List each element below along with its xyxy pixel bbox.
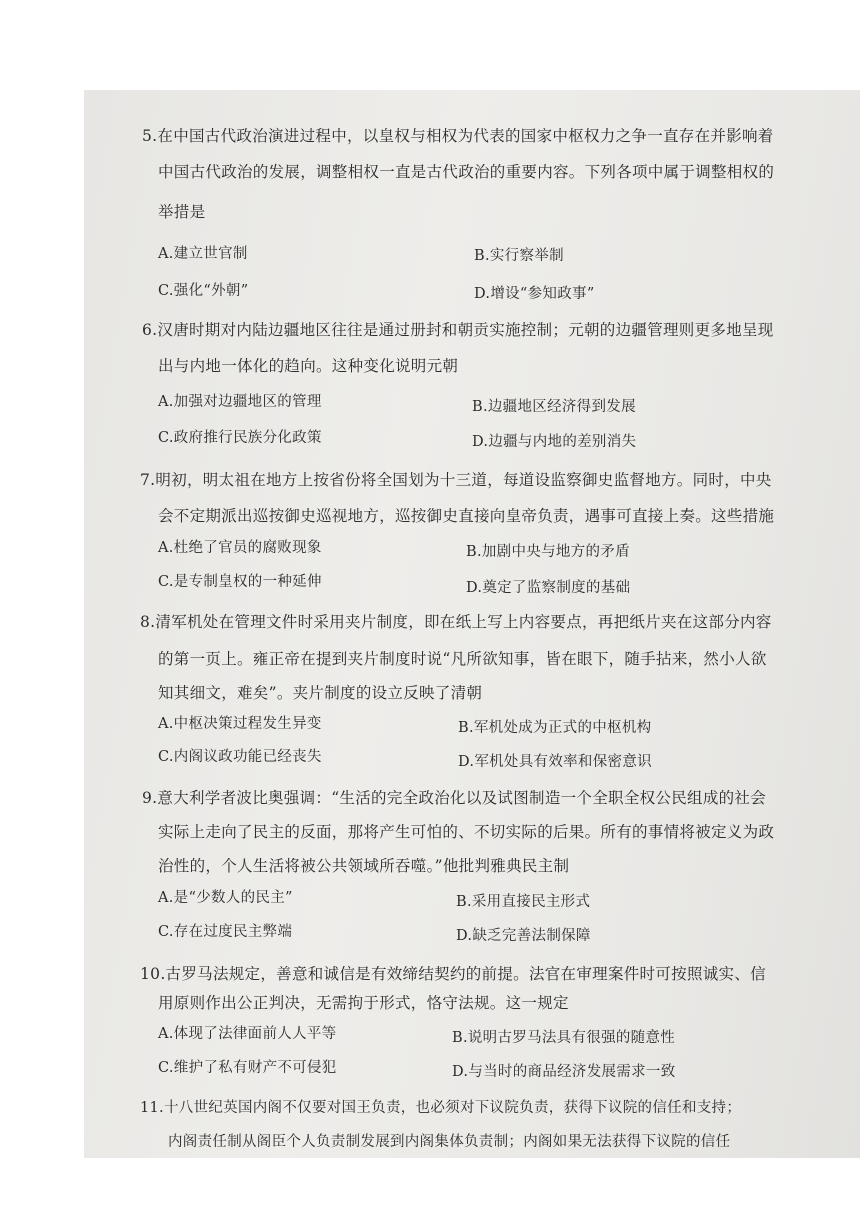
q9-stem-line-3: 治性的，个人生活将被公共领域所吞噬。”他批判雅典民主制 [158, 857, 570, 875]
q5-option-c: C.强化“外朝” [158, 283, 249, 299]
q5-option-b: B.实行察举制 [474, 248, 564, 264]
q7-option-b: B.加剧中央与地方的矛盾 [466, 544, 630, 560]
q10-option-d: D.与当时的商品经济发展需求一致 [452, 1064, 676, 1080]
q10-option-a: A.体现了法律面前人人平等 [158, 1026, 337, 1042]
q9-option-b: B.采用直接民主形式 [456, 894, 591, 910]
q8-option-a: A.中枢决策过程发生异变 [158, 716, 322, 732]
q5-stem-line-2: 中国古代政治的发展，调整相权一直是古代政治的重要内容。下列各项中属于调整相权的 [158, 163, 775, 181]
q9-option-c: C.存在过度民主弊端 [158, 924, 293, 940]
q8-stem-line-3: 知其细文，难矣”。夹片制度的设立反映了清朝 [158, 684, 483, 702]
exam-paper [84, 90, 860, 1158]
q9-stem-line-2: 实际上走向了民主的反面，那将产生可怕的、不切实际的后果。所有的事情将被定义为政 [158, 823, 775, 841]
q7-option-c: C.是专制皇权的一种延伸 [158, 574, 322, 590]
q9-option-a: A.是“少数人的民主” [158, 890, 293, 906]
q10-stem-line-2: 用原则作出公正判决，无需拘于形式，恪守法规。这一规定 [158, 994, 569, 1012]
q6-option-d: D.边疆与内地的差别消失 [472, 434, 637, 450]
q9-stem-line-1: 9.意大利学者波比奥强调：“生活的完全政治化以及试图制造一个全职全权公民组成的社会 [142, 789, 767, 807]
q11-stem-line-2: 内阁责任制从阁臣个人负责制发展到内阁集体负责制；内阁如果无法获得下议院的信任 [168, 1134, 731, 1150]
q10-option-b: B.说明古罗马法具有很强的随意性 [452, 1030, 676, 1046]
q5-stem-line-3: 举措是 [158, 203, 206, 221]
q5-option-d: D.增设“参知政事” [474, 286, 595, 302]
q8-stem-line-1: 8.清军机处在管理文件时采用夹片制度，即在纸上写上内容要点，再把纸片夹在这部分内容 [140, 613, 772, 631]
q6-option-a: A.加强对边疆地区的管理 [158, 394, 322, 410]
q5-option-a: A.建立世官制 [158, 246, 248, 262]
q8-option-b: B.军机处成为正式的中枢机构 [458, 720, 652, 736]
q8-option-d: D.军机处具有效率和保密意识 [458, 754, 652, 770]
q6-option-c: C.政府推行民族分化政策 [158, 430, 322, 446]
q6-stem-line-1: 6.汉唐时期对内陆边疆地区往往是通过册封和朝贡实施控制；元朝的边疆管理则更多地呈现 [142, 321, 774, 339]
q6-stem-line-2: 出与内地一体化的趋向。这种变化说明元朝 [158, 357, 459, 375]
q9-option-d: D.缺乏完善法制保障 [456, 928, 591, 944]
q6-option-b: B.边疆地区经济得到发展 [472, 399, 636, 415]
q7-stem-line-1: 7.明初，明太祖在地方上按省份将全国划为十三道，每道设监察御史监督地方。同时，中央 [140, 471, 772, 489]
q8-option-c: C.内阁议政功能已经丧失 [158, 749, 322, 765]
q7-option-d: D.奠定了监察制度的基础 [466, 580, 631, 596]
q11-stem-line-1: 11.十八世纪英国内阁不仅要对国王负责，也必须对下议院负责，获得下议院的信任和支持； [140, 1100, 742, 1116]
q10-stem-line-1: 10.古罗马法规定，善意和诚信是有效缔结契约的前提。法官在审理案件时可按照诚实、信 [140, 965, 766, 983]
q7-option-a: A.杜绝了官员的腐败现象 [158, 540, 322, 556]
q7-stem-line-2: 会不定期派出巡按御史巡视地方，巡按御史直接向皇帝负责，遇事可直接上奏。这些措施 [158, 507, 775, 525]
q5-stem-line-1: 5.在中国古代政治演进过程中，以皇权与相权为代表的国家中枢权力之争一直存在并影响着 [142, 127, 774, 145]
q8-stem-line-2: 的第一页上。雍正帝在提到夹片制度时说“凡所欲知事，皆在眼下，随手拈来，然小人欲 [158, 650, 767, 668]
q10-option-c: C.维护了私有财产不可侵犯 [158, 1060, 337, 1076]
